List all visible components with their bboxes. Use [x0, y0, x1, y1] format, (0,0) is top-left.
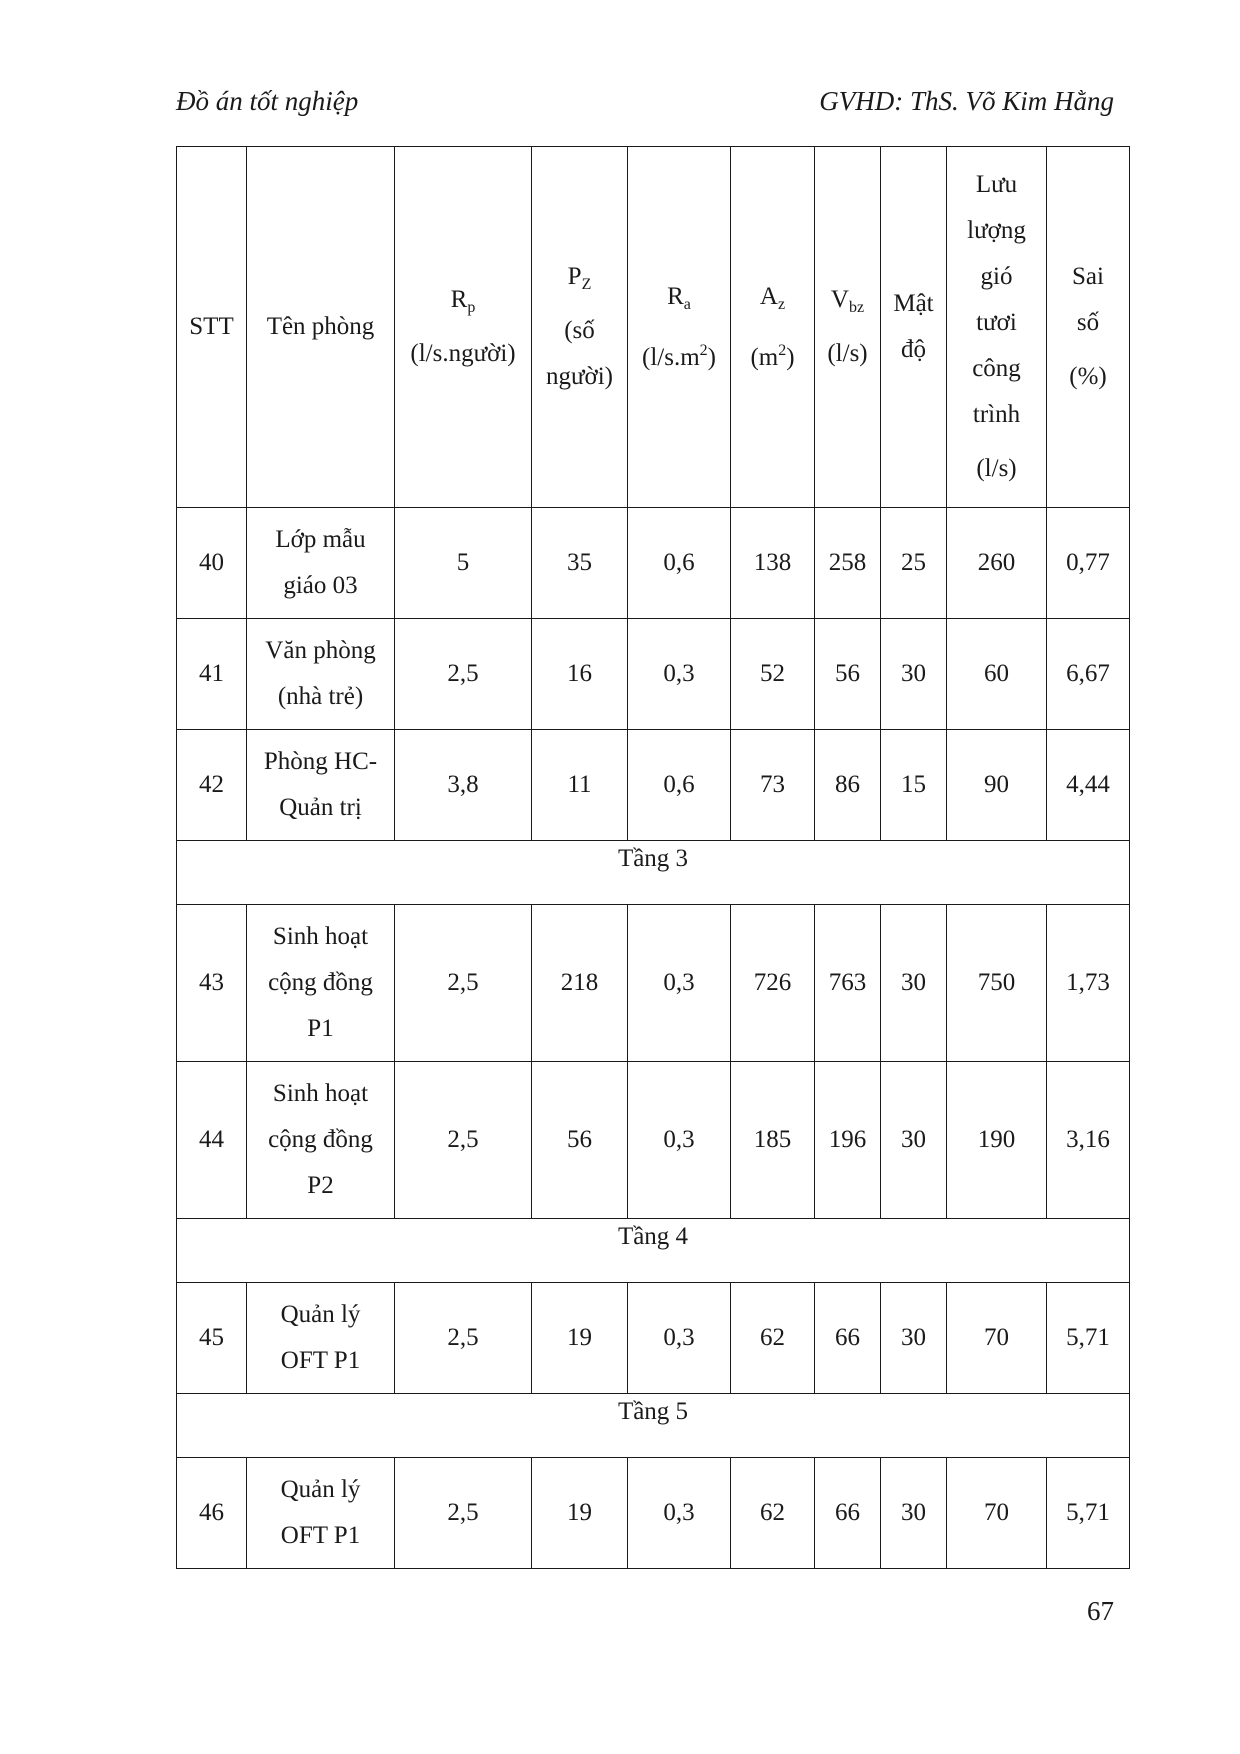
cell-rp: 2,5 — [395, 1458, 532, 1569]
header-rp: $R_p$ (l/s.người) — [395, 147, 532, 508]
cell-rp: 2,5 — [395, 1283, 532, 1394]
cell-room-name: Sinh hoạt cộng đồng P1 — [247, 905, 395, 1062]
header-error: Sai số (%) — [1047, 147, 1130, 508]
cell-az: 62 — [731, 1458, 815, 1569]
cell-flow: 190 — [947, 1062, 1047, 1219]
cell-density: 30 — [881, 905, 947, 1062]
floor-row — [177, 1394, 1130, 1458]
cell-vbz: 66 — [815, 1283, 881, 1394]
table-row — [177, 1283, 1130, 1394]
cell-density: 30 — [881, 1458, 947, 1569]
cell-room-name: Văn phòng (nhà trẻ) — [247, 619, 395, 730]
cell-error: 5,71 — [1047, 1283, 1130, 1394]
cell-flow: 750 — [947, 905, 1047, 1062]
cell-ra: 0,3 — [628, 1458, 731, 1569]
floor-row — [177, 1219, 1130, 1283]
cell-az: 73 — [731, 730, 815, 841]
cell-density: 15 — [881, 730, 947, 841]
cell-ra: 0,6 — [628, 508, 731, 619]
cell-pz: 19 — [532, 1458, 628, 1569]
cell-az: 726 — [731, 905, 815, 1062]
cell-stt: 46 — [177, 1458, 247, 1569]
floor-label: Tầng 5 — [177, 1394, 1130, 1458]
cell-room-name: Lớp mẫu giáo 03 — [247, 508, 395, 619]
table-row — [177, 1062, 1130, 1219]
cell-stt: 44 — [177, 1062, 247, 1219]
header-vbz: $V_{bz}$ (l/s) — [815, 147, 881, 508]
cell-pz: 56 — [532, 1062, 628, 1219]
table-row — [177, 1458, 1130, 1569]
cell-stt: 43 — [177, 905, 247, 1062]
cell-room-name: Quản lý OFT P1 — [247, 1458, 395, 1569]
cell-error: 5,71 — [1047, 1458, 1130, 1569]
cell-pz: 35 — [532, 508, 628, 619]
cell-rp: 3,8 — [395, 730, 532, 841]
cell-flow: 90 — [947, 730, 1047, 841]
header-fresh-air-flow: Lưu lượng gió tươi công trình (l/s) — [947, 147, 1047, 508]
cell-vbz: 66 — [815, 1458, 881, 1569]
cell-az: 185 — [731, 1062, 815, 1219]
cell-density: 25 — [881, 508, 947, 619]
cell-rp: 2,5 — [395, 905, 532, 1062]
cell-density: 30 — [881, 1283, 947, 1394]
cell-vbz: 56 — [815, 619, 881, 730]
cell-error: 0,77 — [1047, 508, 1130, 619]
cell-ra: 0,3 — [628, 905, 731, 1062]
cell-stt: 41 — [177, 619, 247, 730]
cell-rp: 2,5 — [395, 619, 532, 730]
cell-rp: 2,5 — [395, 1062, 532, 1219]
cell-pz: 16 — [532, 619, 628, 730]
cell-ra: 0,3 — [628, 1283, 731, 1394]
header-pz: $P_Z$ (số người) — [532, 147, 628, 508]
floor-label: Tầng 3 — [177, 841, 1130, 905]
table-header-row — [177, 147, 1130, 508]
cell-stt: 40 — [177, 508, 247, 619]
cell-error: 4,44 — [1047, 730, 1130, 841]
cell-density: 30 — [881, 1062, 947, 1219]
cell-pz: 11 — [532, 730, 628, 841]
cell-density: 30 — [881, 619, 947, 730]
header-ra: $R_a$ $(l/s.m^2)$ — [628, 147, 731, 508]
cell-error: 3,16 — [1047, 1062, 1130, 1219]
table-row — [177, 619, 1130, 730]
cell-ra: 0,6 — [628, 730, 731, 841]
cell-stt: 42 — [177, 730, 247, 841]
cell-ra: 0,3 — [628, 619, 731, 730]
floor-row — [177, 841, 1130, 905]
cell-error: 1,73 — [1047, 905, 1130, 1062]
ventilation-table — [176, 146, 1130, 1569]
header-density: Mật độ — [881, 147, 947, 508]
floor-label: Tầng 4 — [177, 1219, 1130, 1283]
header-title: Đồ án tốt nghiệp — [176, 86, 359, 116]
cell-pz: 218 — [532, 905, 628, 1062]
cell-az: 138 — [731, 508, 815, 619]
table-row — [177, 905, 1130, 1062]
page-number: 67 — [1087, 1596, 1114, 1626]
cell-flow: 260 — [947, 508, 1047, 619]
cell-room-name: Quản lý OFT P1 — [247, 1283, 395, 1394]
cell-az: 62 — [731, 1283, 815, 1394]
cell-vbz: 258 — [815, 508, 881, 619]
cell-vbz: 196 — [815, 1062, 881, 1219]
cell-vbz: 763 — [815, 905, 881, 1062]
cell-rp: 5 — [395, 508, 532, 619]
cell-flow: 60 — [947, 619, 1047, 730]
cell-flow: 70 — [947, 1283, 1047, 1394]
cell-error: 6,67 — [1047, 619, 1130, 730]
cell-vbz: 86 — [815, 730, 881, 841]
cell-pz: 19 — [532, 1283, 628, 1394]
header-az: $A_z$ $(m^2)$ — [731, 147, 815, 508]
header-room-name: Tên phòng — [247, 147, 395, 508]
table-row — [177, 508, 1130, 619]
header-supervisor: GVHD: ThS. Võ Kim Hằng — [819, 86, 1114, 116]
header-stt: STT — [177, 147, 247, 508]
cell-room-name: Sinh hoạt cộng đồng P2 — [247, 1062, 395, 1219]
cell-az: 52 — [731, 619, 815, 730]
cell-ra: 0,3 — [628, 1062, 731, 1219]
table-row — [177, 730, 1130, 841]
cell-stt: 45 — [177, 1283, 247, 1394]
cell-room-name: Phòng HC- Quản trị — [247, 730, 395, 841]
cell-flow: 70 — [947, 1458, 1047, 1569]
